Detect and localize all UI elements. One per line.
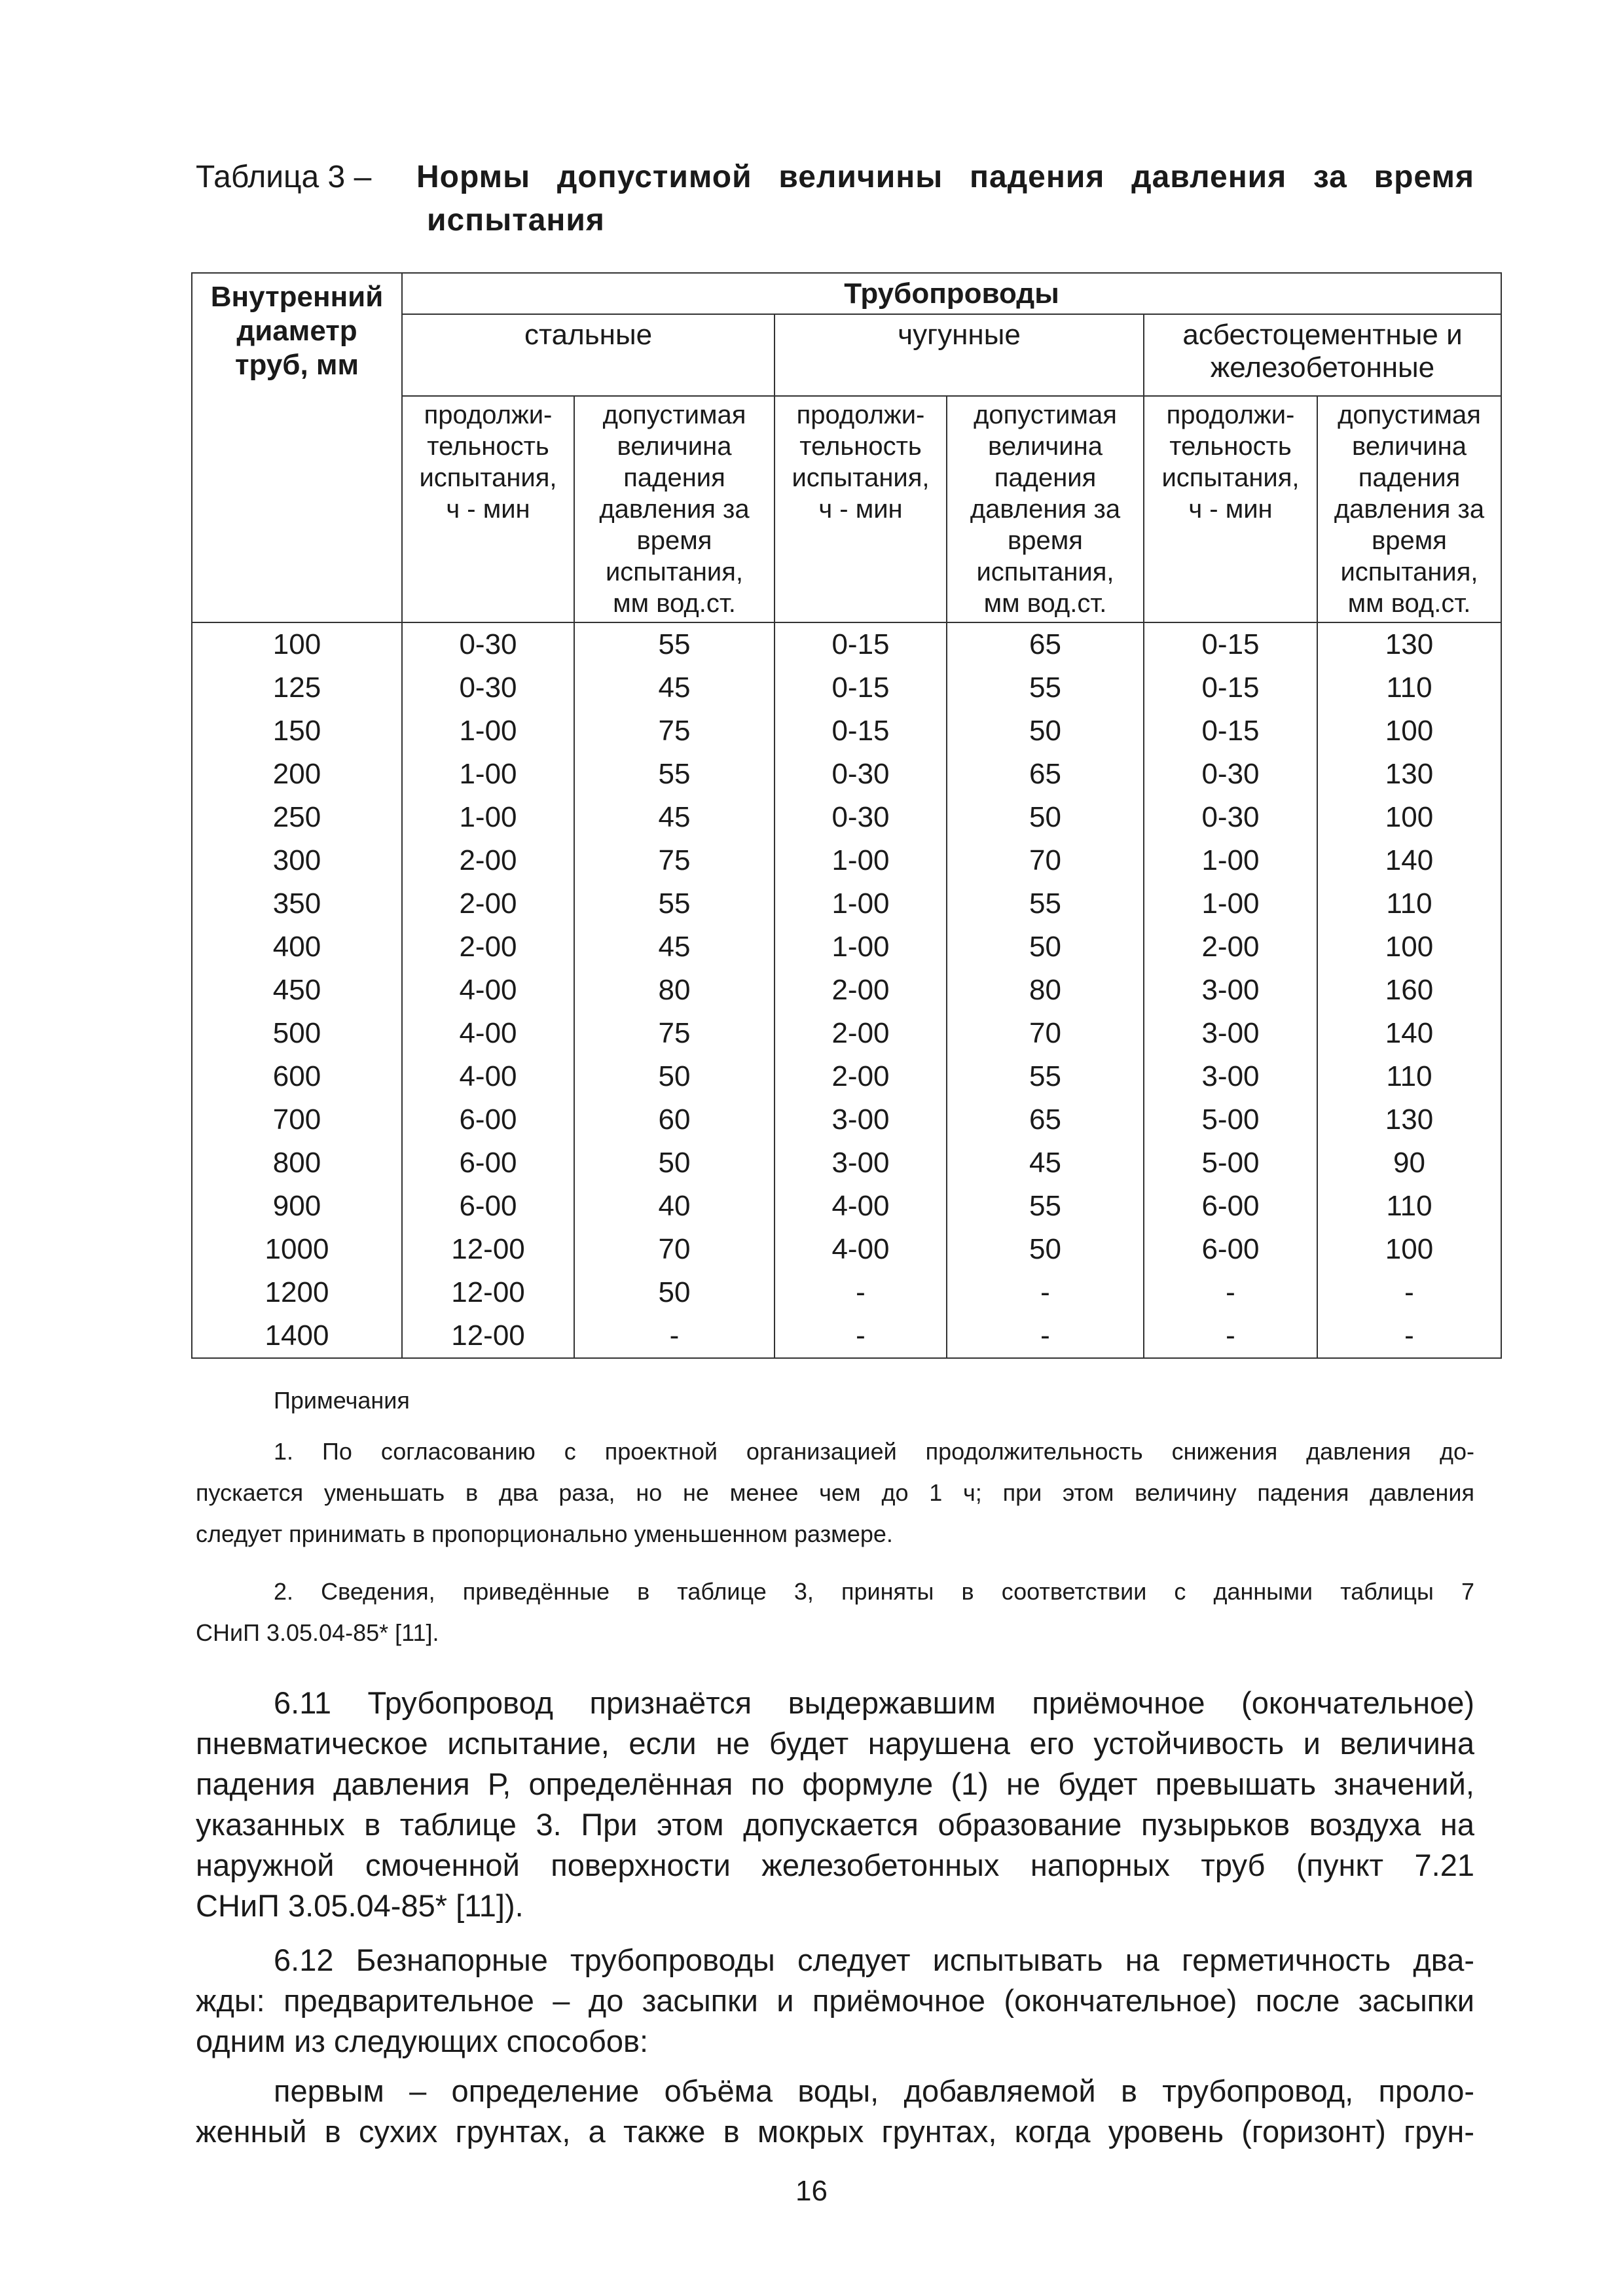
text-line: падения давления Р, определённая по формуле (1) не будет превышать значений, [196,1767,1474,1801]
header-allowed-drop: допустимая величина падения давления за время испытания, мм вод.ст. [574,396,775,622]
cell-test-duration: 1-00 [1144,882,1317,925]
cell-test-duration: 1-00 [402,753,574,796]
cell-test-duration: - [775,1314,947,1358]
cell-allowed-drop: 70 [947,839,1144,882]
text-line: 6.12 Безнапорные трубопроводы следует испытывать на герметичность два- [274,1943,1474,1977]
text-line: пускается уменьшать в два раза, но не менее чем до 1 ч; при этом величину падения давления [196,1479,1474,1506]
note-item [196,1431,1474,1554]
table-row [192,969,1501,1012]
table-row [192,1271,1501,1314]
cell-test-duration: 1-00 [775,882,947,925]
cell-diameter: 450 [192,969,402,1012]
cell-test-duration: 2-00 [1144,925,1317,969]
note-item [196,1571,1474,1653]
cell-allowed-drop: 55 [574,753,775,796]
cell-test-duration: 4-00 [402,969,574,1012]
cell-allowed-drop: 100 [1317,925,1501,969]
cell-test-duration: 1-00 [775,925,947,969]
header-allowed-drop: допустимая величина падения давления за время испытания, мм вод.ст. [947,396,1144,622]
table-row [192,622,1501,666]
cell-allowed-drop: 130 [1317,1098,1501,1141]
cell-test-duration: 0-15 [775,709,947,753]
cell-allowed-drop: 110 [1317,882,1501,925]
cell-test-duration: 5-00 [1144,1141,1317,1185]
cell-allowed-drop: 100 [1317,709,1501,753]
cell-test-duration: 2-00 [775,969,947,1012]
cell-test-duration: 3-00 [1144,969,1317,1012]
cell-test-duration: 0-30 [1144,753,1317,796]
table-row [192,839,1501,882]
cell-diameter: 200 [192,753,402,796]
header-allowed-drop: допустимая величина падения давления за время испытания, мм вод.ст. [1317,396,1501,622]
table-row [192,925,1501,969]
cell-test-duration: 0-30 [402,666,574,709]
cell-allowed-drop: 55 [574,622,775,666]
cell-allowed-drop: 60 [574,1098,775,1141]
table-caption-title [416,156,1474,242]
cell-test-duration: 12-00 [402,1314,574,1358]
cell-test-duration: 6-00 [402,1185,574,1228]
header-material-steel: стальные [402,314,775,396]
cell-test-duration: 4-00 [402,1012,574,1055]
cell-test-duration: 0-15 [775,666,947,709]
text-line: женный в сухих грунтах, а также в мокрых грунтах, когда уровень (горизонт) грун- [196,2114,1474,2149]
table-row [192,709,1501,753]
cell-allowed-drop: 50 [574,1055,775,1098]
table-caption-title-line: испытания [427,203,605,238]
cell-test-duration: 0-15 [1144,709,1317,753]
cell-test-duration: 4-00 [775,1185,947,1228]
paragraph-first-method [196,2071,1474,2152]
cell-allowed-drop: 80 [574,969,775,1012]
cell-test-duration: 3-00 [775,1141,947,1185]
cell-allowed-drop: - [947,1314,1144,1358]
table-caption-title-line: Нормы допустимой величины падения давления за время [416,160,1474,194]
table-body [192,622,1501,1358]
cell-test-duration: 6-00 [1144,1228,1317,1271]
cell-test-duration: 0-15 [775,622,947,666]
cell-test-duration: 1-00 [775,839,947,882]
cell-test-duration: 5-00 [1144,1098,1317,1141]
cell-diameter: 800 [192,1141,402,1185]
cell-test-duration: 2-00 [775,1055,947,1098]
cell-diameter: 600 [192,1055,402,1098]
cell-allowed-drop: 100 [1317,796,1501,839]
cell-allowed-drop: 90 [1317,1141,1501,1185]
cell-allowed-drop: 55 [574,882,775,925]
text-line: наружной смоченной поверхности железобетонных напорных труб (пункт 7.21 [196,1848,1474,1882]
cell-diameter: 1400 [192,1314,402,1358]
text-line: пневматическое испытание, если не будет нарушена его устойчивость и величина [196,1726,1474,1761]
cell-allowed-drop: 55 [947,882,1144,925]
cell-allowed-drop: 110 [1317,1185,1501,1228]
cell-allowed-drop: 75 [574,1012,775,1055]
pressure-drop-norms-table [191,272,1502,1359]
paragraph-6-11 [196,1683,1474,1926]
cell-allowed-drop: 75 [574,709,775,753]
table-row [192,1012,1501,1055]
cell-test-duration: 12-00 [402,1228,574,1271]
cell-allowed-drop: 50 [947,1228,1144,1271]
text-line: одним из следующих способов: [196,2024,649,2058]
cell-test-duration: - [1144,1314,1317,1358]
cell-allowed-drop: 75 [574,839,775,882]
cell-allowed-drop: 45 [574,796,775,839]
text-line: жды: предварительное – до засыпки и приёмочное (окончательное) после засыпки [196,1983,1474,2018]
cell-test-duration: 0-15 [1144,666,1317,709]
cell-test-duration: 6-00 [1144,1185,1317,1228]
notes-heading: Примечания [274,1387,410,1414]
cell-diameter: 500 [192,1012,402,1055]
cell-test-duration: 0-30 [402,622,574,666]
cell-diameter: 100 [192,622,402,666]
cell-test-duration: - [1144,1271,1317,1314]
cell-allowed-drop: 40 [574,1185,775,1228]
cell-allowed-drop: 140 [1317,839,1501,882]
header-test-duration: продолжи- тельность испытания, ч - мин [775,396,947,622]
cell-diameter: 900 [192,1185,402,1228]
cell-allowed-drop: 50 [574,1141,775,1185]
cell-diameter: 700 [192,1098,402,1141]
cell-allowed-drop: 65 [947,1098,1144,1141]
cell-test-duration: 1-00 [402,709,574,753]
cell-allowed-drop: 50 [574,1271,775,1314]
cell-test-duration: 0-30 [775,796,947,839]
text-line: указанных в таблице 3. При этом допускается образование пузырьков воздуха на [196,1807,1474,1842]
cell-diameter: 150 [192,709,402,753]
cell-allowed-drop: 80 [947,969,1144,1012]
table-row [192,796,1501,839]
cell-test-duration: 1-00 [402,796,574,839]
cell-allowed-drop: 55 [947,1055,1144,1098]
cell-test-duration: 2-00 [402,839,574,882]
table-row [192,1098,1501,1141]
table-header [192,273,1501,622]
header-pipelines: Трубопроводы [402,273,1501,314]
cell-allowed-drop: 55 [947,666,1144,709]
cell-diameter: 1000 [192,1228,402,1271]
cell-allowed-drop: 50 [947,709,1144,753]
cell-test-duration: 2-00 [402,925,574,969]
header-material-cast-iron: чугунные [775,314,1144,396]
cell-allowed-drop: 70 [574,1228,775,1271]
table-row [192,1185,1501,1228]
header-test-duration: продолжи- тельность испытания, ч - мин [1144,396,1317,622]
cell-diameter: 300 [192,839,402,882]
cell-allowed-drop: - [574,1314,775,1358]
cell-test-duration: 3-00 [775,1098,947,1141]
cell-test-duration: 4-00 [402,1055,574,1098]
cell-test-duration: 6-00 [402,1098,574,1141]
table-row [192,1141,1501,1185]
cell-allowed-drop: - [947,1271,1144,1314]
cell-allowed-drop: 110 [1317,1055,1501,1098]
table-row [192,1228,1501,1271]
cell-diameter: 250 [192,796,402,839]
cell-allowed-drop: - [1317,1314,1501,1358]
cell-allowed-drop: 130 [1317,753,1501,796]
text-line: СНиП 3.05.04-85* [11]). [196,1888,524,1923]
cell-allowed-drop: 50 [947,925,1144,969]
text-line: 6.11 Трубопровод признаётся выдержавшим приёмочное (окончательное) [274,1685,1474,1720]
cell-allowed-drop: 45 [947,1141,1144,1185]
cell-test-duration: 4-00 [775,1228,947,1271]
cell-test-duration: 1-00 [1144,839,1317,882]
cell-diameter: 125 [192,666,402,709]
header-test-duration: продолжи- тельность испытания, ч - мин [402,396,574,622]
cell-allowed-drop: 65 [947,622,1144,666]
header-material-asbestos-concrete: асбестоцементные и железобетонные [1144,314,1501,396]
cell-test-duration: 2-00 [775,1012,947,1055]
text-line: 2. Сведения, приведённые в таблице 3, приняты в соответствии с данными таблицы 7 [274,1578,1474,1605]
paragraph-6-12 [196,1940,1474,2062]
cell-test-duration: 0-15 [1144,622,1317,666]
cell-test-duration: 2-00 [402,882,574,925]
cell-allowed-drop: 110 [1317,666,1501,709]
table-row [192,1055,1501,1098]
table-row [192,666,1501,709]
cell-diameter: 1200 [192,1271,402,1314]
cell-allowed-drop: 160 [1317,969,1501,1012]
cell-allowed-drop: 130 [1317,622,1501,666]
text-line: СНиП 3.05.04-85* [11]. [196,1619,439,1646]
cell-allowed-drop: 45 [574,666,775,709]
cell-test-duration: 3-00 [1144,1012,1317,1055]
text-line: первым – определение объёма воды, добавляемой в трубопровод, проло- [274,2073,1474,2108]
text-line: следует принимать в пропорционально уменьшенном размере. [196,1520,893,1547]
cell-allowed-drop: 70 [947,1012,1144,1055]
text-line: 1. По согласованию с проектной организацией продолжительность снижения давления до- [274,1438,1474,1465]
cell-allowed-drop: - [1317,1271,1501,1314]
cell-diameter: 400 [192,925,402,969]
cell-allowed-drop: 65 [947,753,1144,796]
table-row [192,1314,1501,1358]
header-inner-diameter: Внутренний диаметр труб, мм [192,273,402,622]
cell-allowed-drop: 100 [1317,1228,1501,1271]
cell-test-duration: 12-00 [402,1271,574,1314]
cell-test-duration: - [775,1271,947,1314]
page-number: 16 [795,2175,828,2207]
cell-allowed-drop: 140 [1317,1012,1501,1055]
table-caption-label: Таблица 3 – [196,160,372,194]
table-row [192,882,1501,925]
cell-test-duration: 3-00 [1144,1055,1317,1098]
table-row [192,753,1501,796]
cell-diameter: 350 [192,882,402,925]
cell-test-duration: 0-30 [775,753,947,796]
cell-allowed-drop: 50 [947,796,1144,839]
cell-test-duration: 0-30 [1144,796,1317,839]
cell-allowed-drop: 55 [947,1185,1144,1228]
cell-test-duration: 6-00 [402,1141,574,1185]
cell-allowed-drop: 45 [574,925,775,969]
